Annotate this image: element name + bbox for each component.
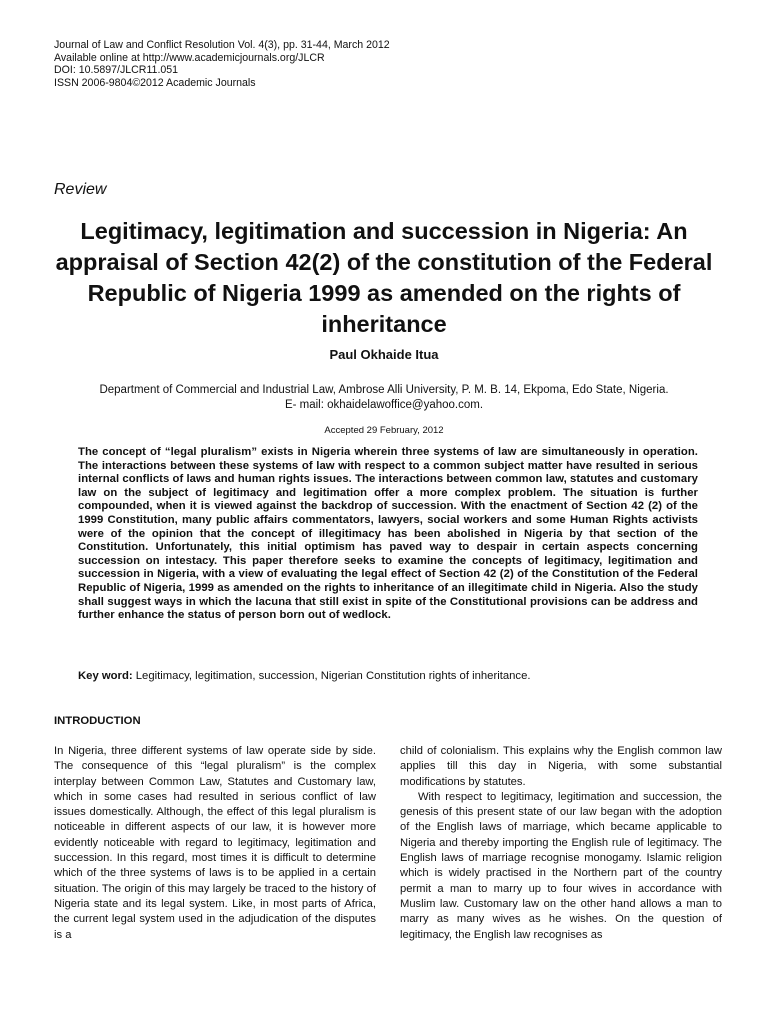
keywords-label: Key word: [78, 670, 133, 682]
affiliation: Department of Commercial and Industrial Law, Ambrose Alli University, P. M. B. 14, Ekpoma, Edo State, Nigeria. [99, 384, 669, 396]
introduction-heading: INTRODUCTION [54, 715, 141, 727]
author-name: Paul Okhaide Itua [329, 347, 439, 362]
article-title: Legitimacy, legitimation and succession in Nigeria: An appraisal of Section 42(2) of the constitution of the Federal Republic of Nigeria 1999 as amended on the rights of inheritance [55, 218, 713, 337]
accepted-date: Accepted 29 February, 2012 [324, 425, 444, 436]
keywords-text: Legitimacy, legitimation, succession, Nigerian Constitution rights of inheritance. [135, 670, 531, 682]
body-column-left [54, 744, 376, 943]
abstract: The concept of “legal pluralism” exists in Nigeria wherein three systems of law are simultaneously in operation. The interactions between these systems of law with respect to a common subject matter have resulted in serious internal conflicts of laws and human rights issues. The interactions between common law, statutes and customary law on the subject of legitimacy and legitimation offer a more complex problem. The situation is further compounded, when it is viewed against the backdrop of succession. With the enactment of Section 42 (2) of the 1999 Constitution, many public affairs commentators, lawyers, social workers and some Human Rights activists were of the opinion that the concept of illegitimacy has been abolished in Nigeria by that section of the Constitution. Unfortunately, this initial optimism has paved way to despair in certain aspects concerning succession on intestacy. This paper therefore seeks to examine the concepts of legitimacy, legitimation and succession in Nigeria, with a view of evaluating the legal effect of Section 42 (2) of the Constitution of the Federal Republic of Nigeria, 1999 as amended on the rights to inheritance of an illegitimate child in Nigeria. Also the study shall suggest ways in which the lacuna that still exist in spite of the Constitutional provisions can be address and further enhance the status of person born out of wedlock. [78, 446, 698, 622]
author-affiliation-block [40, 383, 728, 413]
body-column-right [400, 744, 722, 943]
author-email: E- mail: okhaidelawoffice@yahoo.com. [284, 399, 484, 411]
journal-citation: Journal of Law and Conflict Resolution Vol. 4(3), pp. 31-44, March 2012 [54, 39, 390, 51]
article-type-label: Review [54, 181, 107, 198]
body-paragraph: child of colonialism. This explains why the English common law applies till this day in Nigeria, with some substantial modifications by statutes. [400, 745, 722, 788]
availability-line: Available online at http://www.academicjournals.org/JLCR [54, 51, 325, 64]
journal-header [54, 39, 390, 89]
body-paragraph: With respect to legitimacy, legitimation and succession, the genesis of this present state of our law began with the adoption of the English laws of marriage, which became applicable to Nigeria and thereby importing the English rule of legitimacy. The English laws of marriage recognise monogamy. Islamic religion which is widely practised in the Northern part of the country permit a man to marry up to four wives in accordance with Muslim law. Customary law on the other hand allows a man to marry as many wives as he wishes. On the question of legitimacy, the English law recognises as [400, 790, 722, 941]
body-paragraph: In Nigeria, three different systems of law operate side by side. The consequence of this “legal pluralism” is the complex interplay between Common Law, Statutes and Customary law, which in some cases had resulted in serious conflict of law issues domestically. Although, the effect of this legal pluralism is noticeable in different aspects of our law, it is however more evidently noticeable with regard to legitimacy, legitimation and succession. In this regard, most times it is difficult to determine which of the three systems of laws is to be applied in a certain situation. The origin of this may largely be traced to the history of Nigeria state and its legal system. Like, in most parts of Africa, the current legal system used in the adjudication of the disputes is a [54, 745, 376, 941]
issn-line: ISSN 2006-9804©2012 Academic Journals [54, 76, 256, 89]
doi-line: DOI: 10.5897/JLCR11.051 [54, 64, 179, 76]
keywords [78, 670, 698, 682]
